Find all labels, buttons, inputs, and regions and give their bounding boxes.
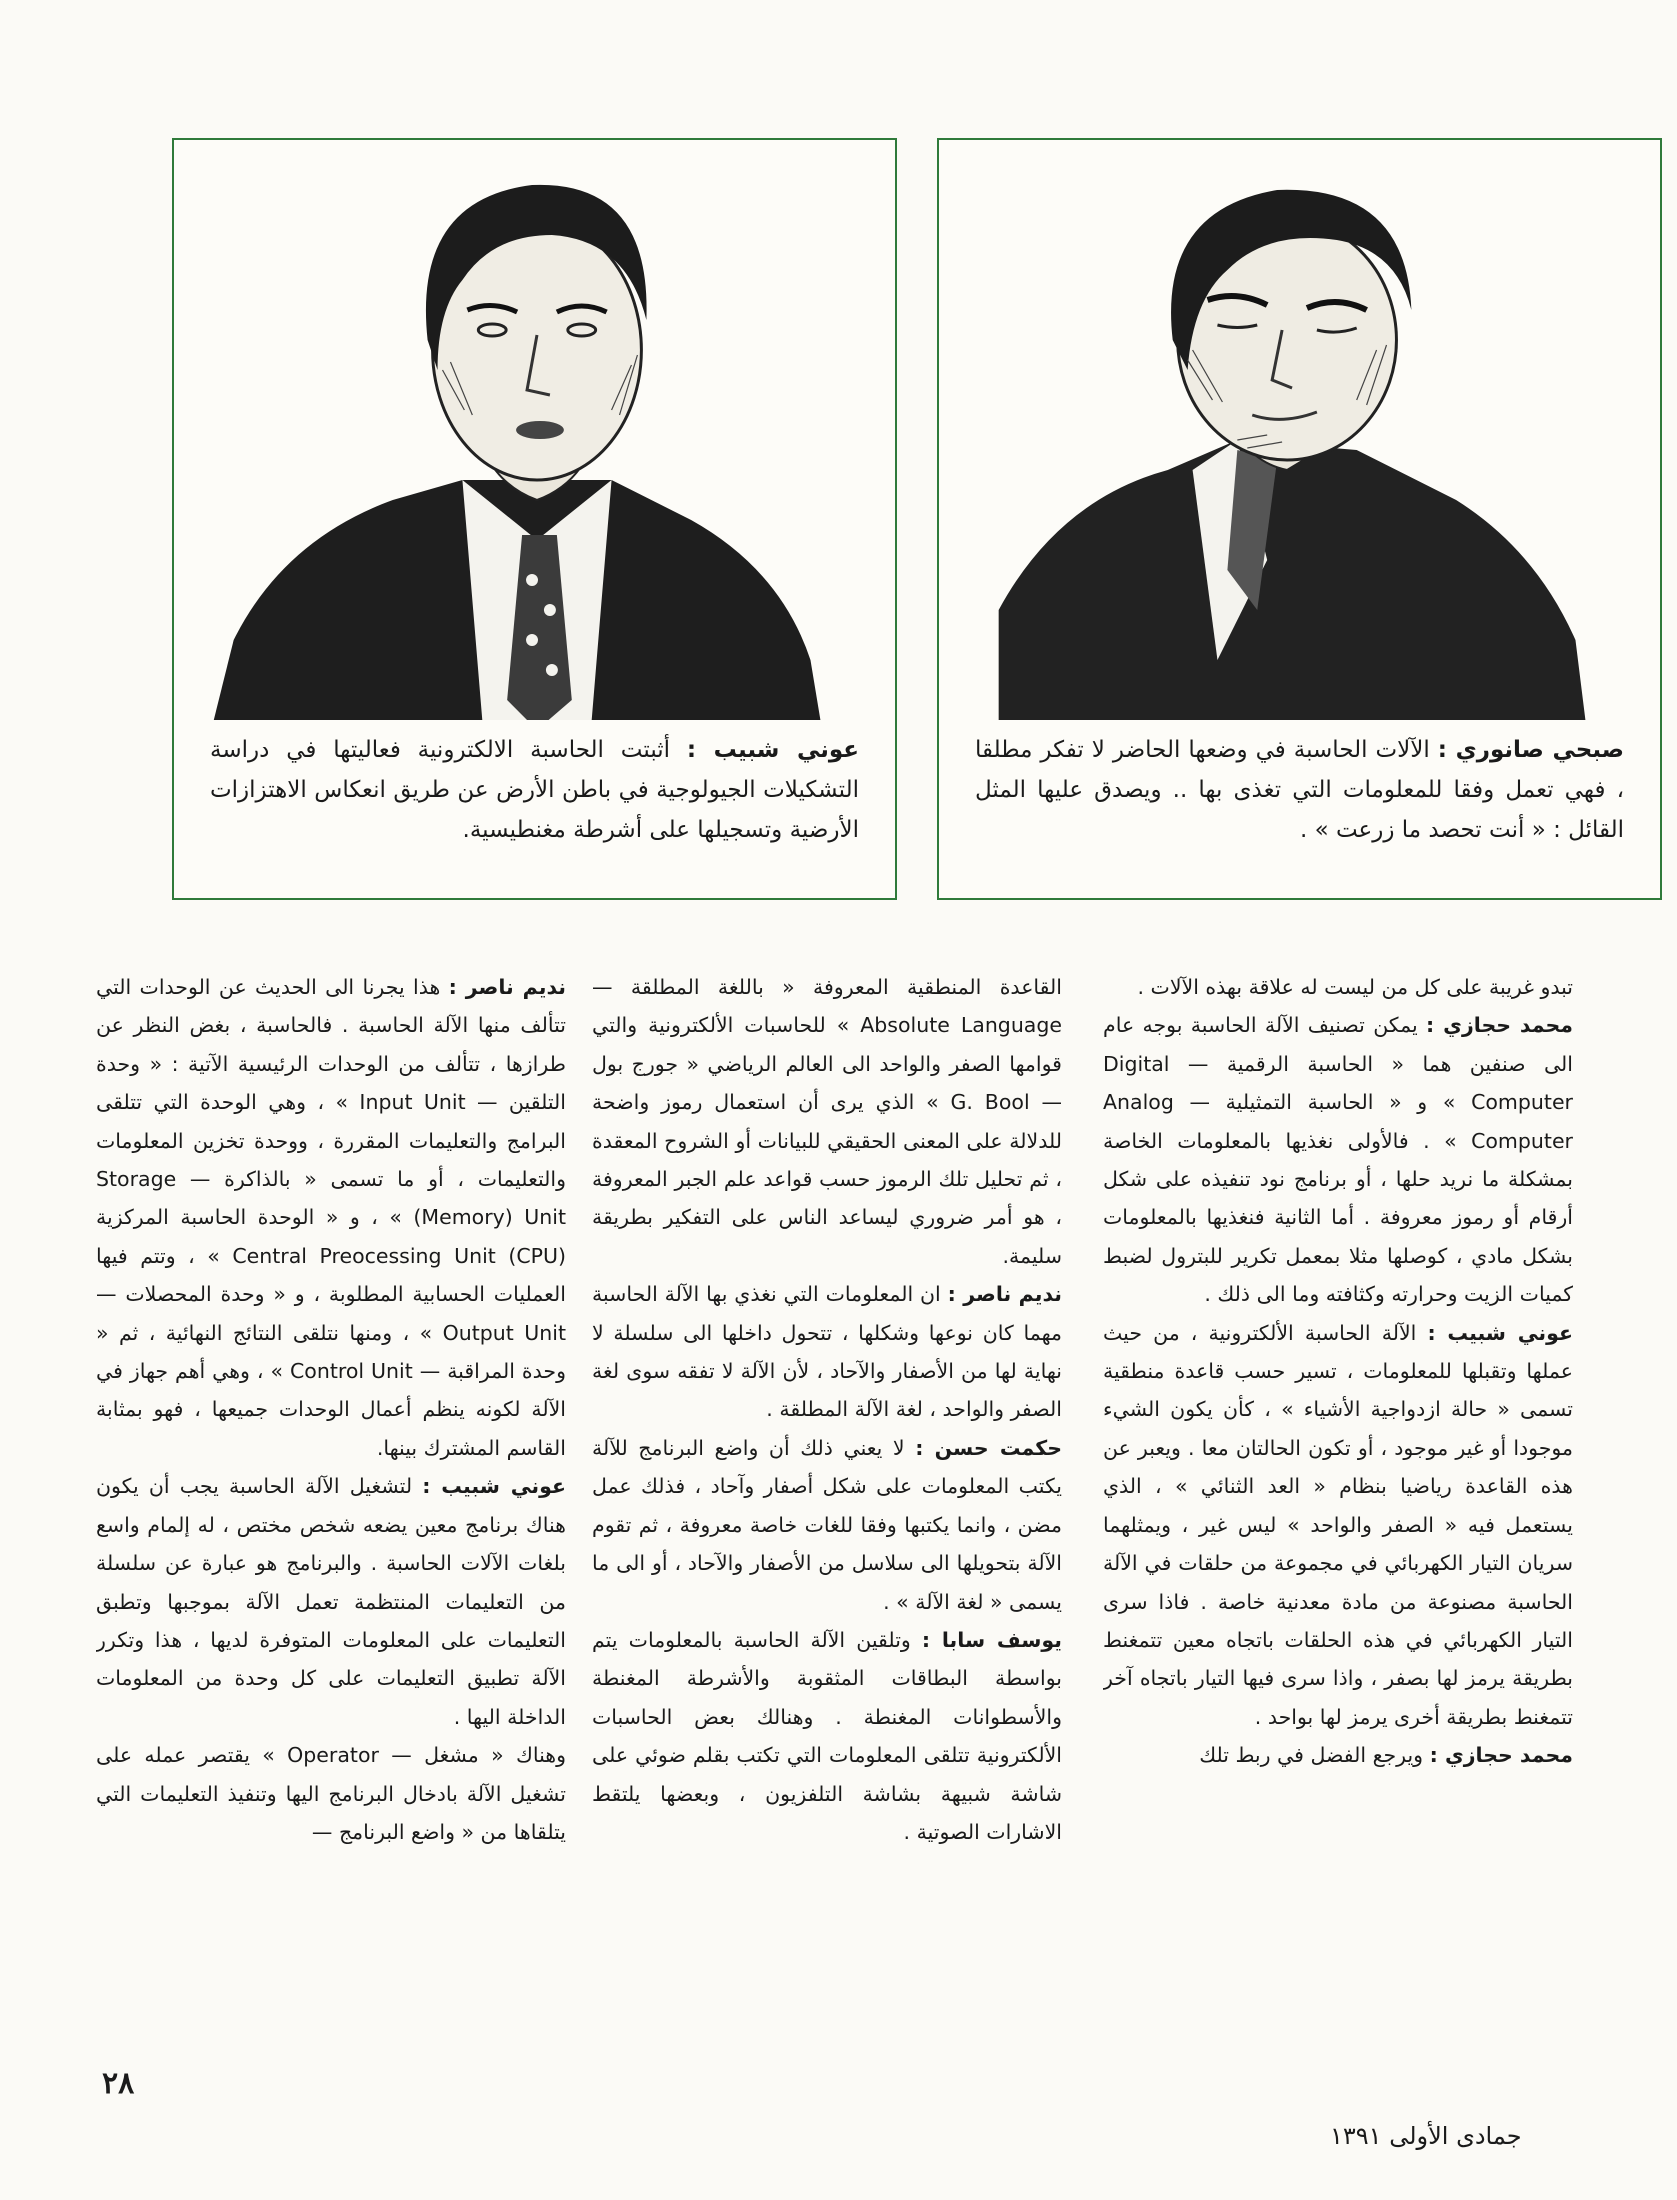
paragraph (96, 1736, 566, 1851)
paragraph (1103, 1314, 1573, 1736)
text-column-3 (96, 968, 566, 2048)
speaker-name: عوني شبيب : (1427, 1320, 1573, 1345)
issue-date: جمادى الأولى ١٣٩١ (1330, 2122, 1522, 2150)
text-column-2 (592, 968, 1062, 2048)
paragraph (96, 1467, 566, 1736)
portrait-frame-sobhi (937, 138, 1662, 900)
paragraph (1103, 968, 1573, 1006)
speaker-name: عوني شبيب : (422, 1474, 566, 1499)
caption-text: الآلات الحاسبة في وضعها الحاضر لا تفكر مطلقا ، فهي تعمل وفقا للمعلومات التي تغذى بها .. ويصدق عليها المثل القائل : « أنت تحصد ما زرعت » . (975, 737, 1624, 843)
paragraph-text: وهناك « مشغل — Operator » يقتصر عمله على تشغيل الآلة بادخال البرنامج اليها وتنفيذ التعليمات التي يتلقاها من « واضع البرنامج — (96, 1743, 566, 1844)
portrait-sketch-awni (174, 140, 895, 720)
page-number: ٢٨ (102, 2066, 135, 2101)
portrait-frame-awni (172, 138, 897, 900)
speaker-name: محمد حجازي : (1426, 1013, 1573, 1038)
paragraph-text: لا يعني ذلك أن واضع البرنامج للآلة يكتب المعلومات على شكل أصفار وآحاد ، فذلك عمل مضن ، وانما يكتبها وفقا للغات خاصة معروفة ، ثم تقوم الآلة بتحويلها الى سلاسل من الأصفار والآحاد ، أو الى ما يسمى « لغة الآلة » . (592, 1435, 1062, 1614)
paragraph (1103, 1736, 1573, 1774)
speaker-name: حكمت حسن : (915, 1435, 1062, 1460)
portrait-sketch-sobhi (939, 140, 1660, 720)
paragraph-text: تبدو غريبة على كل من ليست له علاقة بهذه الآلات . (1137, 975, 1573, 999)
portrait-caption-sobhi (975, 730, 1624, 884)
speaker-name: نديم ناصر : (448, 975, 566, 999)
paragraph (1103, 1006, 1573, 1313)
paragraph-text: ان المعلومات التي نغذي بها الآلة الحاسبة مهما كان نوعها وشكلها ، تتحول داخلها الى سلسلة لا نهاية لها من الأصفار والآحاد ، لأن الآلة لا تفقه سوى لغة الصفر والواحد ، لغة الآلة المطلقة . (592, 1282, 1062, 1422)
paragraph-text: القاعدة المنطقية المعروفة « باللغة المطلقة — Absolute Language » للحاسبات الألكترونية والتي قوامها الصفر والواحد الى العالم الرياضي « جورج بول — G. Bool » الذي يرى أن استعمال رموز واضحة للدلالة على المعنى الحقيقي للبيانات أو الشروح المعقدة ، ثم تحليل تلك الرموز حسب قواعد علم الجبر المعروفة ، هو أمر ضروري ليساعد الناس على التفكير بطريقة سليمة. (592, 975, 1062, 1268)
paragraph-text: هذا يجرنا الى الحديث عن الوحدات التي تتألف منها الآلة الحاسبة . فالحاسبة ، بغض النظر عن طرازها ، تتألف من الوحدات الرئيسية الآتية : « وحدة التلقين — Input Unit » ، وهي الوحدة التي تتلقى البرامج والتعليمات المقررة ، ووحدة تخزين المعلومات والتعليمات ، أو ما تسمى « بالذاكرة — Storage (Memory) Unit » ، و « الوحدة الحاسبة المركزية Central Preocessing Unit (CPU) » ، وتتم فيها العمليات الحسابية المطلوبة ، و « وحدة المحصلات — Output Unit » ، ومنها نتلقى النتائج النهائية ، ثم « وحدة المراقبة — Control Unit » ، وهي أهم جهاز في الآلة لكونه ينظم أعمال الوحدات جميعها ، فهو بمثابة القاسم المشترك بينها. (96, 975, 566, 1460)
paragraph-text: لتشغيل الآلة الحاسبة يجب أن يكون هناك برنامج معين يضعه شخص مختص ، له إلمام واسع بلغات الآلات الحاسبة . والبرنامج هو عبارة عن سلسلة من التعليمات المنتظمة تعمل الآلة بموجبها وتطبق التعليمات على المعلومات المتوفرة لديها ، هذا وتكرر الآلة تطبيق التعليمات على كل وحدة من المعلومات الداخلة اليها . (96, 1474, 566, 1729)
paragraph (592, 1275, 1062, 1429)
caption-speaker: صبحي صانوري : (1437, 737, 1625, 763)
paragraph-text: يمكن تصنيف الآلة الحاسبة بوجه عام الى صنفين هما « الحاسبة الرقمية — Digital Computer » و « الحاسبة التمثيلية — Analog Computer » . فالأولى نغذيها بالمعلومات الخاصة بمشكلة ما نريد حلها ، أو برنامج نود تنفيذه على شكل أرقام أو رموز معروفة . أما الثانية فنغذيها بالمعلومات بشكل مادي ، كوصلها مثلا بمعمل تكرير للبترول لضبط كميات الزيت وحرارته وكثافته وما الى ذلك . (1103, 1013, 1573, 1307)
caption-speaker: عوني شبيب : (686, 737, 860, 763)
caption-text: أثبتت الحاسبة الالكترونية فعاليتها في دراسة التشكيلات الجيولوجية في باطن الأرض عن طريق انعكاس الاهتزازات الأرضية وتسجيلها على أشرطة مغنطيسية. (210, 737, 859, 843)
speaker-name: يوسف سابا : (921, 1627, 1062, 1652)
paragraph-text: وتلقين الآلة الحاسبة بالمعلومات يتم بواسطة البطاقات المثقوبة والأشرطة المغنطة والأسطوانات المغنطة . وهنالك بعض الحاسبات الألكترونية تتلقى المعلومات التي تكتب بقلم ضوئي على شاشة شبيهة بشاشة التلفزيون ، وبعضها يلتقط الاشارات الصوتية . (592, 1627, 1062, 1844)
paragraph (592, 1429, 1062, 1621)
paragraph (96, 968, 566, 1467)
portrait-illustration-awni (174, 140, 895, 720)
paragraph (592, 968, 1062, 1275)
speaker-name: محمد حجازي : (1429, 1743, 1573, 1768)
portrait-caption-awni (210, 730, 859, 884)
portrait-illustration-sobhi (939, 140, 1660, 720)
paragraph (592, 1621, 1062, 1851)
speaker-name: نديم ناصر : (947, 1282, 1062, 1307)
paragraph-text: الآلة الحاسبة الألكترونية ، من حيث عملها وتقبلها للمعلومات ، تسير حسب قاعدة منطقية تسمى « حالة ازدواجية الأشياء » ، كأن يكون الشيء موجودا أو غير موجود ، أو تكون الحالتان معا . ويعبر عن هذه القاعدة رياضيا بنظام « العد الثنائي » ، الذي يستعمل فيه « الصفر والواحد » ليس غير ، ويمثلهما سريان التيار الكهربائي في مجموعة من حلقات في الآلة الحاسبة مصنوعة من مادة معدنية خاصة . فاذا سرى التيار الكهربائي في هذه الحلقات باتجاه معين تتمغنط بطريقة يرمز لها بصفر ، واذا سرى فيها التيار باتجاه آخر تتمغنط بطريقة أخرى يرمز لها بواحد . (1103, 1320, 1573, 1729)
text-column-1 (1103, 968, 1573, 2048)
paragraph-text: ويرجع الفضل في ربط تلك (1199, 1743, 1424, 1768)
